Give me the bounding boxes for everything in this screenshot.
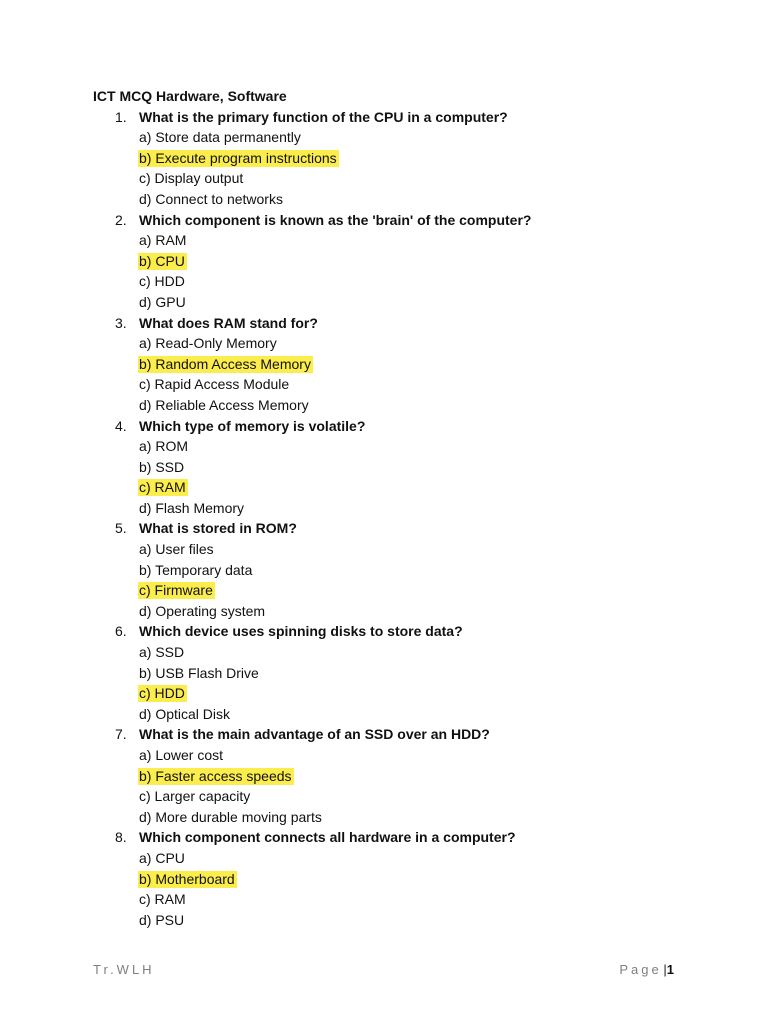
question-number: 6. bbox=[115, 623, 127, 640]
question-text: What is the main advantage of an SSD over an HDD? bbox=[139, 726, 490, 743]
question-number: 5. bbox=[115, 520, 127, 537]
answer-option-text: d) PSU bbox=[139, 911, 185, 928]
answer-option-correct bbox=[93, 869, 693, 890]
footer-page-number bbox=[619, 962, 674, 977]
question-item bbox=[93, 210, 693, 313]
answer-option-text: c) RAM bbox=[139, 891, 186, 908]
question-item bbox=[93, 724, 693, 827]
answer-option-text: b) SSD bbox=[139, 458, 185, 475]
answer-option-text: d) GPU bbox=[139, 293, 186, 310]
answer-option-text: b) Execute program instructions bbox=[139, 149, 337, 166]
question-item bbox=[93, 313, 693, 416]
answer-option-text: a) ROM bbox=[139, 438, 188, 455]
answer-option bbox=[93, 704, 693, 725]
answer-option bbox=[93, 786, 693, 807]
answer-option-text: a) RAM bbox=[139, 232, 187, 249]
question-text: Which type of memory is volatile? bbox=[139, 417, 366, 434]
question-text: Which device uses spinning disks to store data? bbox=[139, 623, 463, 640]
answer-option-correct bbox=[93, 683, 693, 704]
answer-option-text: c) RAM bbox=[139, 479, 186, 496]
question-line bbox=[93, 827, 693, 848]
question-number: 2. bbox=[115, 211, 127, 228]
answer-option bbox=[93, 745, 693, 766]
answer-option bbox=[93, 910, 693, 931]
question-text: What does RAM stand for? bbox=[139, 314, 318, 331]
question-line bbox=[93, 724, 693, 745]
answer-option-text: d) Reliable Access Memory bbox=[139, 396, 309, 413]
answer-option bbox=[93, 436, 693, 457]
answer-option bbox=[93, 663, 693, 684]
answer-option-correct bbox=[93, 148, 693, 169]
answer-option bbox=[93, 374, 693, 395]
answer-option-text: b) Temporary data bbox=[139, 561, 253, 578]
question-number: 8. bbox=[115, 829, 127, 846]
footer-author: Tr.WLH bbox=[93, 962, 155, 977]
answer-option bbox=[93, 560, 693, 581]
question-item bbox=[93, 518, 693, 621]
answer-option-text: c) HDD bbox=[139, 685, 185, 702]
answer-option-text: a) CPU bbox=[139, 849, 185, 866]
question-number: 4. bbox=[115, 417, 127, 434]
answer-option bbox=[93, 601, 693, 622]
answer-option bbox=[93, 848, 693, 869]
answer-option bbox=[93, 395, 693, 416]
question-number: 3. bbox=[115, 314, 127, 331]
answer-option-text: c) Larger capacity bbox=[139, 788, 251, 805]
answer-option bbox=[93, 292, 693, 313]
answer-option bbox=[93, 230, 693, 251]
answer-option-text: a) Store data permanently bbox=[139, 129, 301, 146]
question-line bbox=[93, 621, 693, 642]
answer-option bbox=[93, 271, 693, 292]
answer-option bbox=[93, 189, 693, 210]
question-text: What is stored in ROM? bbox=[139, 520, 297, 537]
answer-option-text: c) Rapid Access Module bbox=[139, 376, 290, 393]
answer-option-text: b) Faster access speeds bbox=[139, 767, 292, 784]
question-number: 7. bbox=[115, 726, 127, 743]
answer-option-text: d) More durable moving parts bbox=[139, 808, 322, 825]
question-line bbox=[93, 107, 693, 128]
answer-option-text: a) SSD bbox=[139, 644, 185, 661]
question-item bbox=[93, 107, 693, 210]
question-line bbox=[93, 210, 693, 231]
answer-option-text: c) Display output bbox=[139, 170, 244, 187]
answer-option bbox=[93, 539, 693, 560]
answer-option-text: a) Lower cost bbox=[139, 747, 224, 763]
answer-option-correct bbox=[93, 580, 693, 601]
answer-option-text: a) User files bbox=[139, 541, 214, 558]
answer-option-text: d) Operating system bbox=[139, 602, 266, 619]
answer-option-text: b) Motherboard bbox=[139, 870, 235, 887]
answer-option-text: d) Flash Memory bbox=[139, 499, 245, 516]
answer-option bbox=[93, 333, 693, 354]
answer-option-correct bbox=[93, 354, 693, 375]
answer-option-text: d) Optical Disk bbox=[139, 705, 231, 722]
page-number: 1 bbox=[666, 962, 674, 977]
answer-option bbox=[93, 889, 693, 910]
answer-option bbox=[93, 457, 693, 478]
question-item bbox=[93, 416, 693, 519]
question-item bbox=[93, 827, 693, 930]
question-item bbox=[93, 621, 693, 724]
question-number: 1. bbox=[115, 108, 127, 125]
answer-option-text: c) HDD bbox=[139, 273, 185, 290]
answer-option-text: b) Random Access Memory bbox=[139, 355, 311, 372]
question-text: What is the primary function of the CPU in a computer? bbox=[139, 108, 508, 125]
question-line bbox=[93, 518, 693, 539]
answer-option-text: a) Read-Only Memory bbox=[139, 335, 277, 352]
question-text: Which component is known as the 'brain' of the computer? bbox=[139, 211, 532, 228]
question-text: Which component connects all hardware in a computer? bbox=[139, 829, 516, 846]
document-title: ICT MCQ Hardware, Software bbox=[93, 88, 287, 104]
page-separator: | bbox=[663, 962, 667, 977]
answer-option-correct bbox=[93, 766, 693, 787]
answer-option bbox=[93, 498, 693, 519]
answer-option-text: c) Firmware bbox=[139, 582, 213, 599]
question-line bbox=[93, 416, 693, 437]
answer-option bbox=[93, 127, 693, 148]
question-list bbox=[93, 107, 693, 931]
answer-option bbox=[93, 168, 693, 189]
answer-option-text: b) CPU bbox=[139, 252, 185, 269]
answer-option-text: d) Connect to networks bbox=[139, 190, 283, 207]
answer-option-correct bbox=[93, 477, 693, 498]
answer-option bbox=[93, 807, 693, 828]
answer-option-correct bbox=[93, 251, 693, 272]
answer-option bbox=[93, 642, 693, 663]
question-line bbox=[93, 313, 693, 334]
page-label: Page bbox=[619, 962, 662, 977]
answer-option-text: b) USB Flash Drive bbox=[139, 664, 259, 681]
